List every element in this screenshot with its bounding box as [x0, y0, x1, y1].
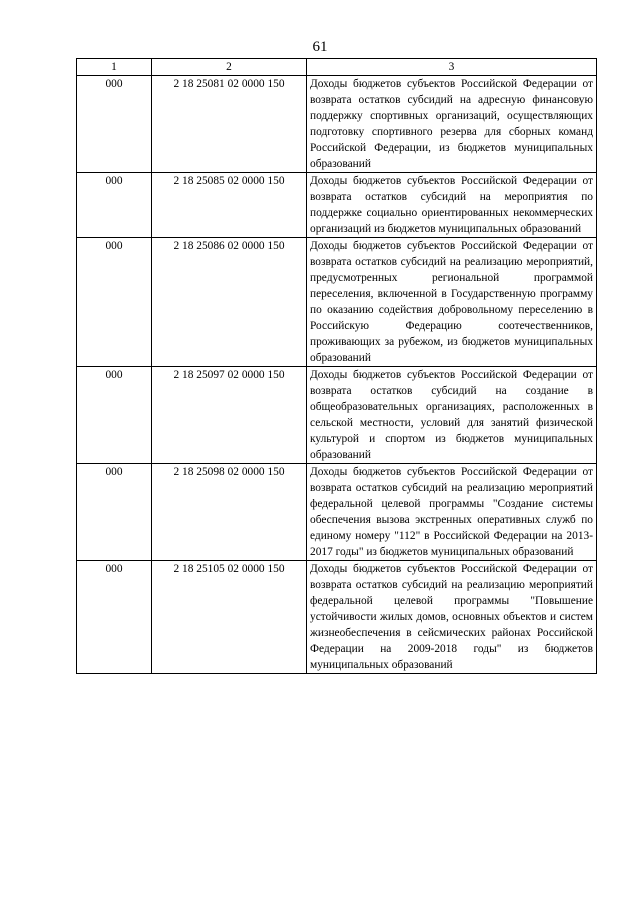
table-row [77, 464, 597, 561]
table-row [77, 367, 597, 464]
page-number: 61 [312, 39, 328, 55]
budget-code-cell: 2 18 25085 02 0000 150 [152, 173, 307, 238]
description-cell: Доходы бюджетов субъектов Российской Федерации от возврата остатков субсидий на реализацию мероприятий федеральной целевой программы "Создание системы обеспечения вызова экстренных оперативных служб по единому номеру "112" в Российской Федерации на 2013-2017 годы" из бюджетов муниципальных образований [307, 464, 597, 561]
admin-code-cell: 000 [77, 76, 152, 173]
table-row [77, 173, 597, 238]
description-cell: Доходы бюджетов субъектов Российской Федерации от возврата остатков субсидий на создание в общеобразовательных организациях, расположенных в сельской местности, условий для занятий физической культурой и спортом из бюджетов муниципальных образований [307, 367, 597, 464]
description-cell: Доходы бюджетов субъектов Российской Федерации от возврата остатков субсидий на реализацию мероприятий федеральной целевой программы "Повышение устойчивости жилых домов, основных объектов и систем жизнеобеспечения в сейсмических районах Российской Федерации на 2009-2018 годы" из бюджетов муниципальных образований [307, 561, 597, 674]
budget-code-cell: 2 18 25098 02 0000 150 [152, 464, 307, 561]
admin-code-cell: 000 [77, 464, 152, 561]
budget-code-cell: 2 18 25105 02 0000 150 [152, 561, 307, 674]
budget-codes-table [76, 58, 597, 674]
admin-code-cell: 000 [77, 173, 152, 238]
table-row [77, 238, 597, 367]
admin-code-cell: 000 [77, 561, 152, 674]
budget-code-cell: 2 18 25086 02 0000 150 [152, 238, 307, 367]
admin-code-cell: 000 [77, 367, 152, 464]
column-header-1: 1 [77, 59, 152, 76]
admin-code-cell: 000 [77, 238, 152, 367]
column-header-3: 3 [307, 59, 597, 76]
description-cell: Доходы бюджетов субъектов Российской Федерации от возврата остатков субсидий на реализацию мероприятий, предусмотренных региональной программой переселения, включенной в Государственную программу по оказанию содействия добровольному переселению в Российскую Федерацию соотечественников, проживающих за рубежом, из бюджетов муниципальных образований [307, 238, 597, 367]
table-row [77, 76, 597, 173]
description-cell: Доходы бюджетов субъектов Российской Федерации от возврата остатков субсидий на мероприятия по поддержке социально ориентированных некоммерческих организаций из бюджетов муниципальных образований [307, 173, 597, 238]
table-header-row [77, 59, 597, 76]
budget-code-cell: 2 18 25097 02 0000 150 [152, 367, 307, 464]
budget-code-cell: 2 18 25081 02 0000 150 [152, 76, 307, 173]
description-cell: Доходы бюджетов субъектов Российской Федерации от возврата остатков субсидий на адресную финансовую поддержку спортивных организаций, осуществляющих подготовку спортивного резерва для сборных команд Российской Федерации, из бюджетов муниципальных образований [307, 76, 597, 173]
table-row [77, 561, 597, 674]
column-header-2: 2 [152, 59, 307, 76]
